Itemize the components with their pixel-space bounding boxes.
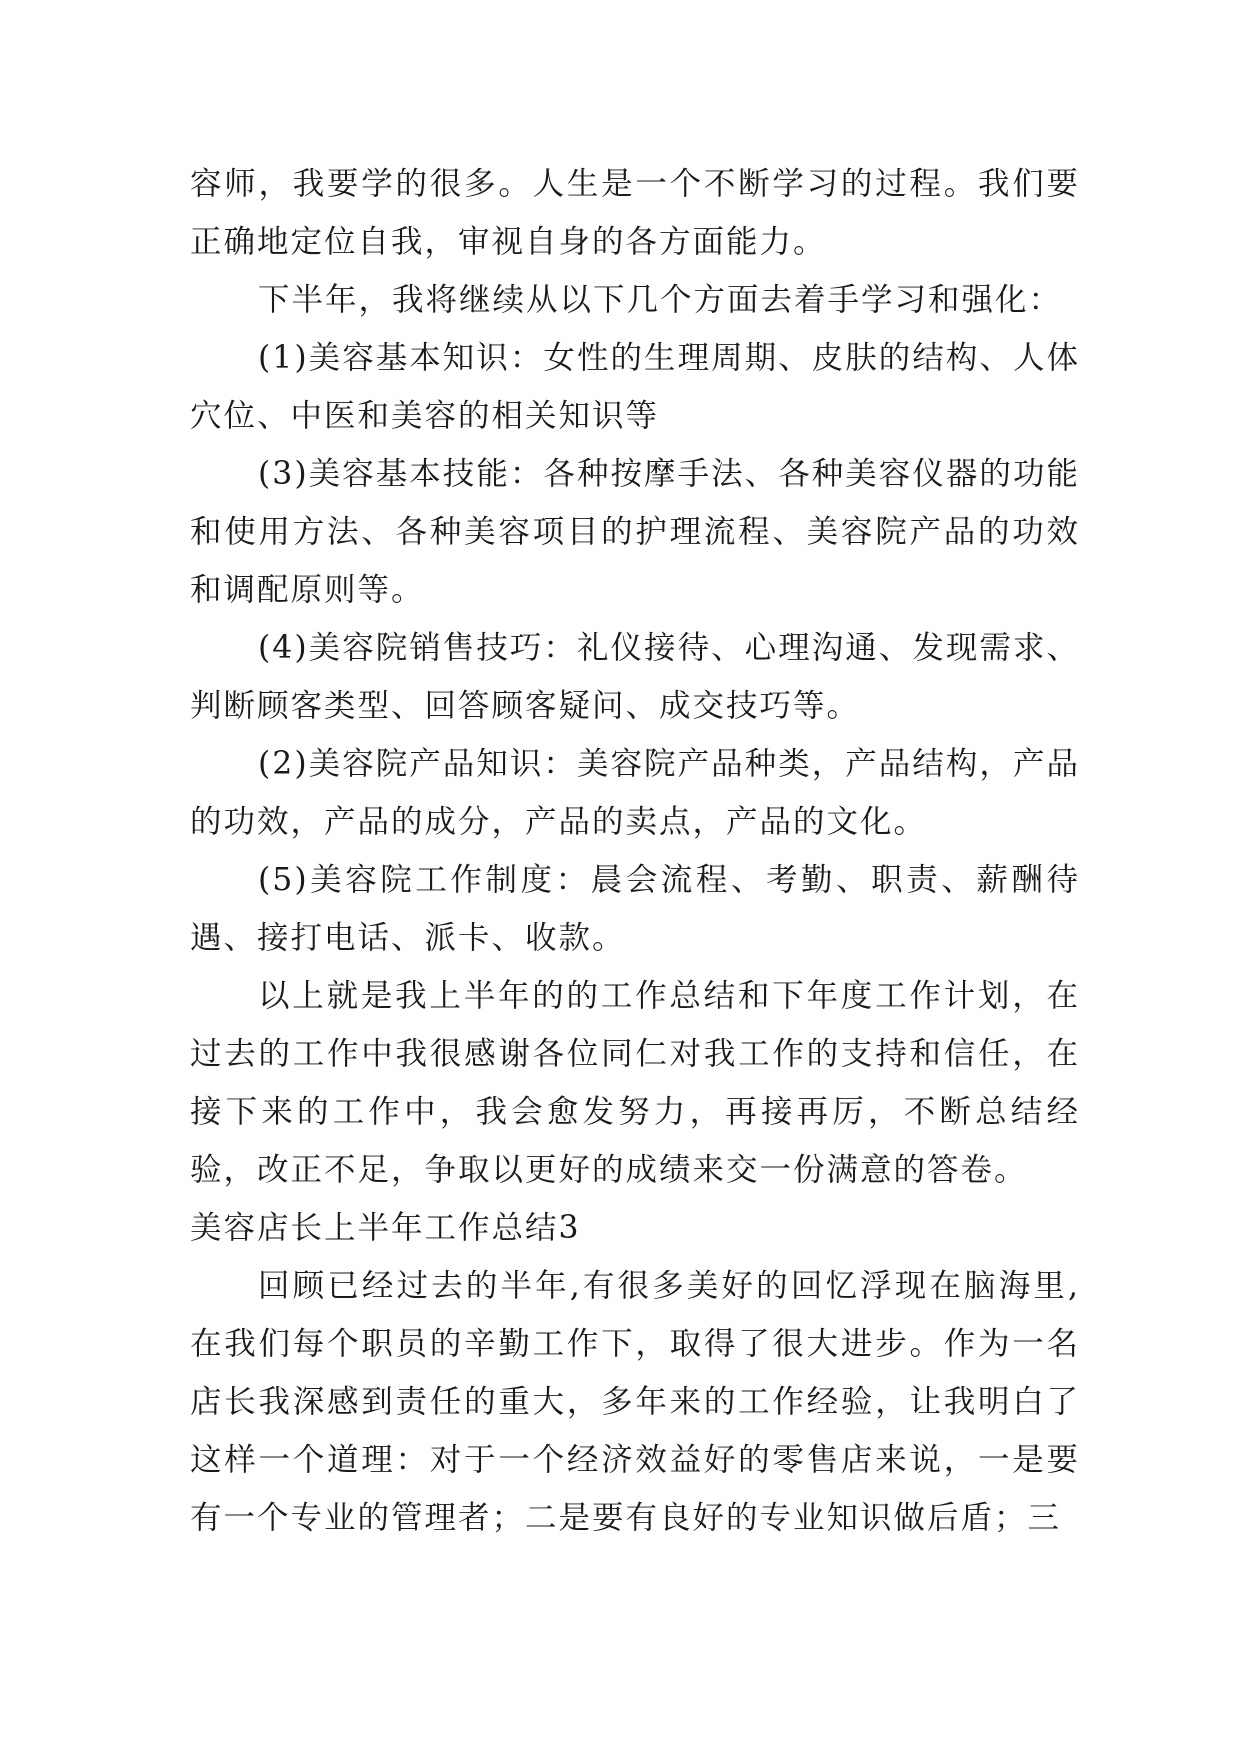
paragraph-plan-intro: 下半年，我将继续从以下几个方面去着手学习和强化： <box>258 282 1063 318</box>
paragraph-continuation: 容师，我要学的很多。人生是一个不断学习的过程。我们要正确地定位自我，审视自身的各方面能力。 <box>190 166 1080 260</box>
paragraph-conclusion: 以上就是我上半年的的工作总结和下年度工作计划，在过去的工作中我很感谢各位同仁对我工作的支持和信任，在接下来的工作中，我会愈发努力，再接再厉，不断总结经验，改正不足，争取以更好的成绩来交一份满意的答卷。 <box>190 978 1080 1188</box>
paragraph-item-basic-skills: (3)美容基本技能：各种按摩手法、各种美容仪器的功能和使用方法、各种美容项目的护理流程、美容院产品的功效和调配原则等。 <box>190 456 1080 608</box>
document-body <box>190 155 1080 1547</box>
paragraph-review: 回顾已经过去的半年,有很多美好的回忆浮现在脑海里,在我们每个职员的辛勤工作下，取得了很大进步。作为一名店长我深感到责任的重大，多年来的工作经验，让我明白了这样一个道理：对于一个经济效益好的零售店来说，一是要有一个专业的管理者；二是要有良好的专业知识做后盾；三 <box>190 1268 1080 1536</box>
paragraph-item-sales-skills: (4)美容院销售技巧：礼仪接待、心理沟通、发现需求、判断顾客类型、回答顾客疑问、成交技巧等。 <box>190 630 1080 724</box>
paragraph-item-basic-knowledge: (1)美容基本知识：女性的生理周期、皮肤的结构、人体穴位、中医和美容的相关知识等 <box>190 340 1080 434</box>
section-heading: 美容店长上半年工作总结3 <box>190 1210 581 1246</box>
paragraph-item-product-knowledge: (2)美容院产品知识：美容院产品种类，产品结构，产品的功效，产品的成分，产品的卖点，产品的文化。 <box>190 746 1080 840</box>
paragraph-item-work-system: (5)美容院工作制度：晨会流程、考勤、职责、薪酬待遇、接打电话、派卡、收款。 <box>190 862 1080 956</box>
